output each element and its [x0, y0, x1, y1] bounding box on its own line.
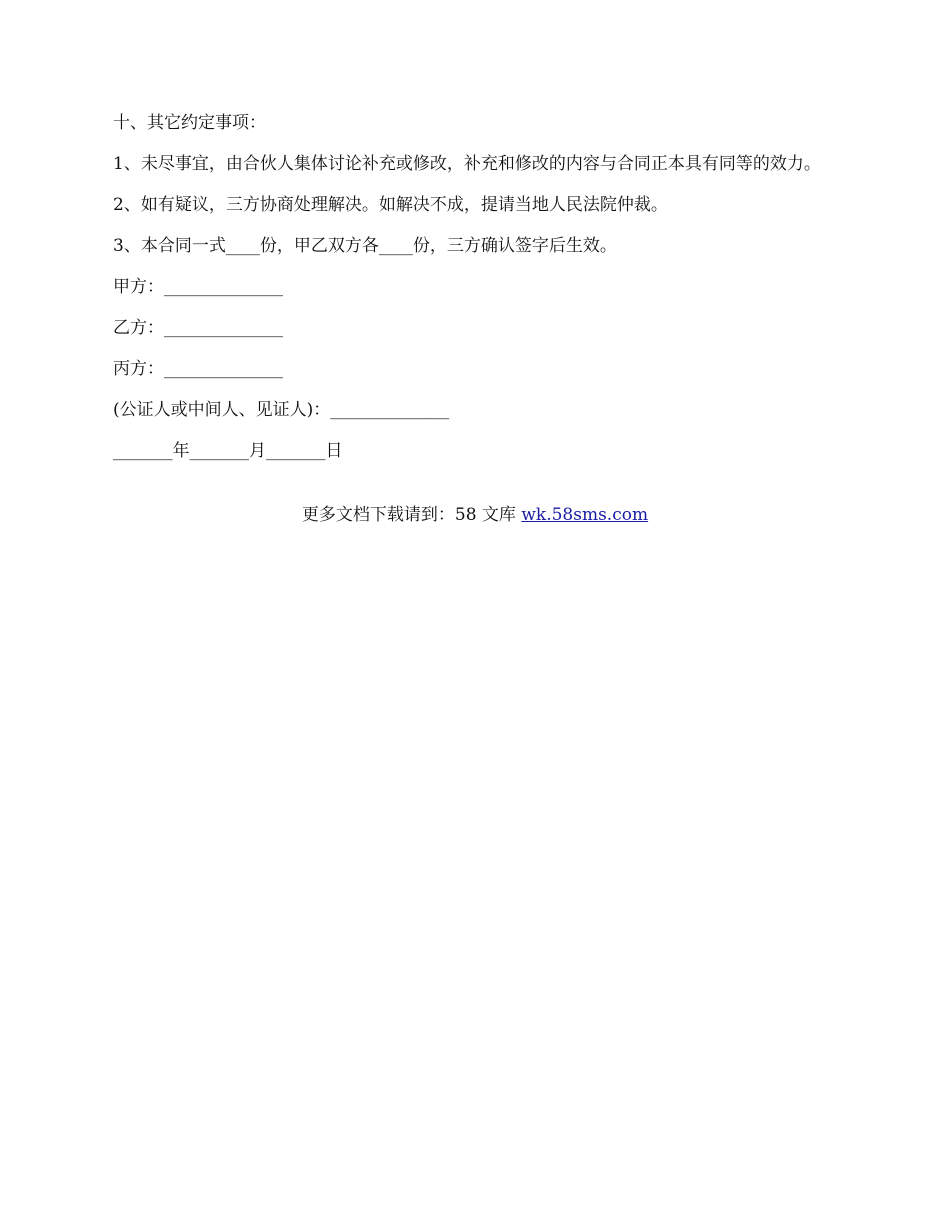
- party-b-signature: 乙方：______________: [113, 318, 283, 338]
- section-heading: 十、其它约定事项：: [113, 113, 266, 133]
- signature-date: _______年_______月_______日: [113, 441, 343, 461]
- document-body: [113, 111, 835, 480]
- footer-text: 更多文档下载请到：58 文库: [301, 505, 522, 525]
- clause-1: 1、未尽事宜，由合伙人集体讨论补充或修改，补充和修改的内容与合同正本具有同等的效力。: [113, 154, 821, 174]
- party-a-signature: 甲方：______________: [113, 277, 283, 297]
- clause-3: 3、本合同一式____份，甲乙双方各____份，三方确认签字后生效。: [113, 236, 617, 256]
- witness-signature: (公证人或中间人、见证人)：______________: [113, 400, 450, 420]
- party-c-signature: 丙方：______________: [113, 359, 283, 379]
- footer-link[interactable]: wk.58sms.com: [521, 505, 649, 525]
- footer: [0, 503, 950, 527]
- clause-2: 2、如有疑议，三方协商处理解决。如解决不成，提请当地人民法院仲裁。: [113, 195, 668, 215]
